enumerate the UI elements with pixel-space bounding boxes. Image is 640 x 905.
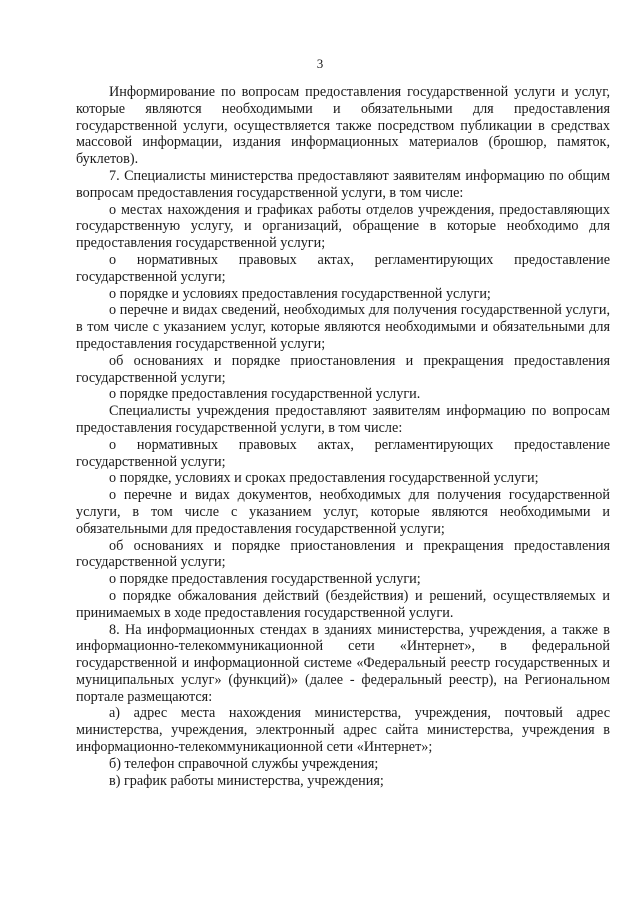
document-body — [76, 84, 610, 789]
paragraph: Специалисты учреждения предоставляют заявителям информацию по вопросам предоставления государственной услуги, в том числе: — [76, 403, 610, 436]
paragraph: о нормативных правовых актах, регламентирующих предоставление государственной услуги; — [76, 251, 610, 285]
paragraph: о местах нахождения и графиках работы отделов учреждения, предоставляющих государственную услугу, и организаций, обращение в которые необходимо для предоставления государственной услуги; — [76, 201, 610, 252]
paragraph: о порядке, условиях и сроках предоставления государственной услуги; — [109, 470, 539, 487]
paragraph: в) график работы министерства, учреждения; — [109, 772, 384, 789]
paragraph: о порядке обжалования действий (бездействия) и решений, осуществляемых и принимаемых в ходе предоставления государственной услуги. — [76, 587, 610, 621]
paragraph: о перечне и видах документов, необходимых для получения государственной услуги, в том числе с указанием услуг, которые являются необходимыми и обязательными для предоставления государственной услуги; — [76, 487, 610, 537]
paragraph: об основаниях и порядке приостановления и прекращения предоставления государственной услуги; — [76, 537, 610, 571]
paragraph: 7. Специалисты министерства предоставляют заявителям информацию по общим вопросам предоставления государственной услуги, в том числе: — [76, 167, 610, 201]
paragraph: Информирование по вопросам предоставления государственной услуги и услуг, которые являются необходимыми и обязательными для предоставления государственной услуги, осуществляется также посредством публикации в средствах массовой информации, издания информационных материалов (брошюр, памяток, буклетов). — [76, 84, 610, 168]
paragraph: б) телефон справочной службы учреждения; — [109, 755, 379, 772]
paragraph: о порядке предоставления государственной услуги; — [109, 571, 421, 588]
paragraph: об основаниях и порядке приостановления и прекращения предоставления государственной услуги; — [76, 352, 610, 386]
page-number: 3 — [316, 56, 324, 71]
paragraph: о нормативных правовых актах, регламентирующих предоставление государственной услуги; — [76, 436, 610, 470]
paragraph: о перечне и видах сведений, необходимых для получения государственной услуги, в том числе с указанием услуг, которые являются необходимыми и обязательными для предоставления государственной услуги; — [76, 302, 610, 352]
paragraph: о порядке и условиях предоставления государственной услуги; — [109, 285, 491, 302]
paragraph: о порядке предоставления государственной услуги. — [109, 386, 421, 403]
paragraph: 8. На информационных стендах в зданиях министерства, учреждения, а также в информационно-телекоммуникационной сети «Интернет», в федеральной государственной и информационной системе «Федеральный реестр государственных и муниципальных услуг» (функций)» (далее - федеральный реестр), на Региональном портале размещаются: — [76, 621, 610, 705]
paragraph: а) адрес места нахождения министерства, учреждения, почтовый адрес министерства, учреждения, электронный адрес сайта министерства, учреждения в информационно-телекоммуникационной сети «Интернет»; — [76, 705, 610, 756]
